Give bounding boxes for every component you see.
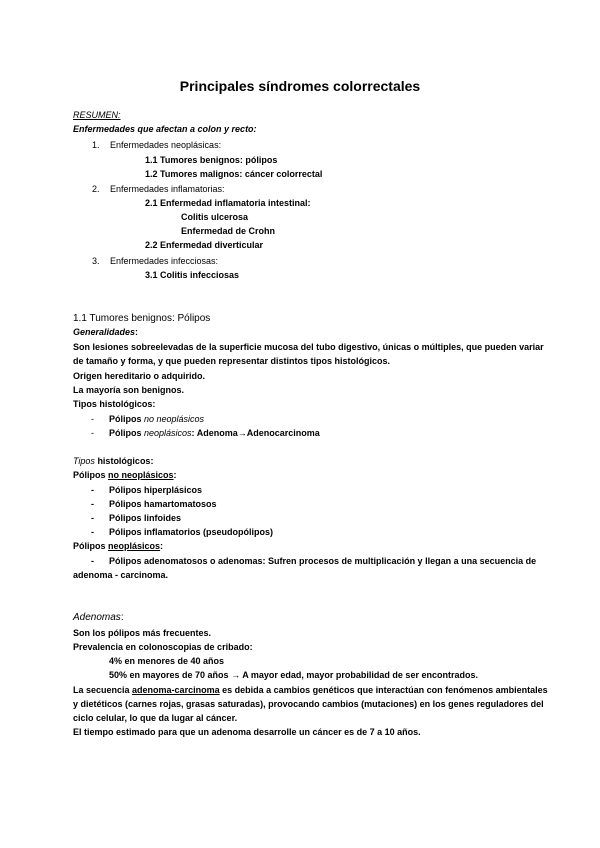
adenomas-p40: 4% en menores de 40 años xyxy=(109,656,225,666)
polyps-origin: Origen hereditario o adquirido. xyxy=(73,371,206,381)
polyps-types: Tipos histológicos: xyxy=(73,399,156,409)
adenomas-seq-2: y dietéticos (carnes rojas, grasas saturadas), provocando cambios (mutaciones) en los genes reguladores del xyxy=(73,699,544,709)
polyps-type-2: - Pólipos neoplásicos: Adenoma→Adenocarcinoma xyxy=(91,428,320,438)
summary-sub-ibd: 2.1 Enfermedad inflamatoria intestinal: xyxy=(145,198,311,208)
adenomas-prevalence: Prevalencia en colonoscopias de cribado: xyxy=(73,642,253,652)
summary-item-2: Enfermedades inflamatorias: xyxy=(110,184,225,194)
summary-sub-infect: 3.1 Colitis infecciosas xyxy=(145,270,240,280)
polyps-heading: 1.1 Tumores benignos: Pólipos xyxy=(73,313,211,324)
histo-list-item: - Pólipos hamartomatosos xyxy=(91,499,217,509)
summary-item-3-num: 3. xyxy=(92,256,100,266)
histo-neo-item: - Pólipos adenomatosos o adenomas: Sufren procesos de multiplicación y llegan a una secuencia de xyxy=(91,556,537,566)
summary-sub-benign: 1.1 Tumores benignos: pólipos xyxy=(145,155,278,165)
polyps-desc-1: Son lesiones sobreelevadas de la superficie mucosa del tubo digestivo, únicas o múltiples, que pueden variar xyxy=(73,342,544,352)
polyps-type-1: - Pólipos no neoplásicos xyxy=(91,414,205,424)
summary-item-3: Enfermedades infecciosas: xyxy=(110,256,219,266)
histo-nonneo: Pólipos no neoplásicos: xyxy=(73,470,177,480)
adenomas-seq-3: ciclo celular, lo que da lugar al cáncer. xyxy=(73,713,238,723)
summary-sub-crohn: Enfermedad de Crohn xyxy=(181,226,276,236)
histo-neo: Pólipos neoplásicos: xyxy=(73,541,164,551)
histo-types: Tipos histológicos: xyxy=(73,456,154,466)
summary-sub-divert: 2.2 Enfermedad diverticular xyxy=(145,240,264,250)
polyps-majority: La mayoría son benignos. xyxy=(73,385,185,395)
adenomas-seq-1: La secuencia adenoma-carcinoma es debida a cambios genéticos que interactúan con fenómenos ambientales xyxy=(73,685,548,695)
adenomas-frequent: Son los pólipos más frecuentes. xyxy=(73,628,212,638)
summary-heading: Enfermedades que afectan a colon y recto: xyxy=(73,124,257,134)
histo-neo-item-cont: adenoma - carcinoma. xyxy=(73,570,169,580)
adenomas-time: El tiempo estimado para que un adenoma desarrolle un cáncer es de 7 a 10 años. xyxy=(73,727,421,737)
histo-list-item: - Pólipos linfoides xyxy=(91,513,182,523)
summary-sub-colitis: Colitis ulcerosa xyxy=(181,212,249,222)
adenomas-heading: Adenomas: xyxy=(73,612,124,623)
summary-item-1: Enfermedades neoplásicas: xyxy=(110,140,222,150)
summary-item-2-num: 2. xyxy=(92,184,100,194)
summary-label: RESUMEN: xyxy=(73,110,121,120)
histo-list-item: - Pólipos inflamatorios (pseudopólipos) xyxy=(91,527,274,537)
histo-list-item: - Pólipos hiperplásicos xyxy=(91,485,203,495)
page-title: Principales síndromes colorrectales xyxy=(179,78,421,94)
summary-sub-malign: 1.2 Tumores malignos: cáncer colorrectal xyxy=(145,169,323,179)
adenomas-p70: 50% en mayores de 70 años → A mayor edad, mayor probabilidad de ser encontrados. xyxy=(109,670,478,680)
polyps-desc-2: de tamaño y forma, y que pueden representar distintos tipos histológicos. xyxy=(73,356,391,366)
summary-item-1-num: 1. xyxy=(92,140,100,150)
polyps-general: Generalidades: xyxy=(73,327,139,337)
